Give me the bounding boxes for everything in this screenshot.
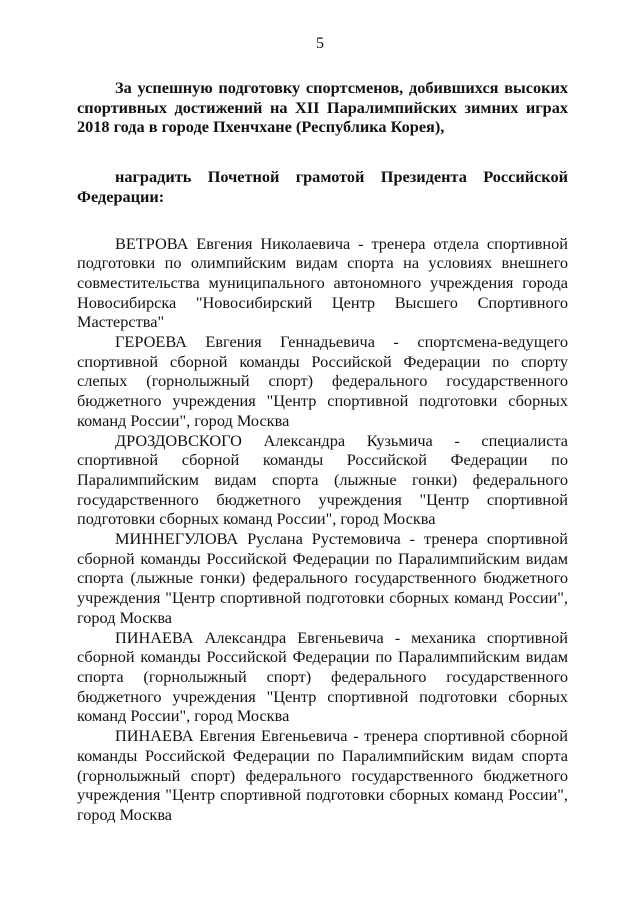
page-number: 5 <box>316 35 324 52</box>
awardee-entry: ПИНАЕВА Александра Евгеньевича - механика спортивной сборной команды Российской Федерации по Паралимпийским видам спорта (горнолыжный спорт) федерального государственного бюджетного учреждения "Центр спортивной подготовки сборных команд России", город Москва <box>77 627 568 726</box>
awardee-entry: ВЕТРОВА Евгения Николаевича - тренера отдела спортивной подготовки по олимпийским видам спорта на условиях внешнего совместительства муниципального автономного учреждения города Новосибирска "Новосибирский Центр Высшего Спортивного Мастерства" <box>77 233 568 332</box>
decree-body <box>77 78 568 825</box>
awardee-entry: ПИНАЕВА Евгения Евгеньевича - тренера спортивной сборной команды Российской Федерации по Паралимпийским видам спорта (горнолыжный спорт) федерального государственного бюджетного учреждения "Центр спортивной подготовки сборных команд России", город Москва <box>77 726 568 824</box>
award-line: наградить Почетной грамотой Президента Российской Федерации: <box>77 167 568 206</box>
awardee-list <box>77 234 568 825</box>
awardee-entry: МИННЕГУЛОВА Руслана Рустемовича - тренера спортивной сборной команды Российской Федерации по Паралимпийским видам спорта (лыжные гонки) федерального государственного бюджетного учреждения "Центр спортивной подготовки сборных команд России", город Москва <box>77 529 568 627</box>
awardee-entry: ДРОЗДОВСКОГО Александра Кузьмича - специалиста спортивной сборной команды Российской Федерации по Паралимпийским видам спорта (лыжные гонки) федерального государственного бюджетного учреждения "Центр спортивной подготовки сборных команд России", город Москва <box>77 430 568 529</box>
decree-intro: За успешную подготовку спортсменов, добившихся высоких спортивных достижений на XII Паралимпийских зимних играх 2018 года в городе Пхенчхане (Республика Корея), <box>77 78 568 137</box>
awardee-entry: ГЕРОЕВА Евгения Геннадьевича - спортсмена-ведущего спортивной сборной команды Российской Федерации по спорту слепых (горнолыжный спорт) федерального государственного бюджетного учреждения "Центр спортивной подготовки сборных команд России", город Москва <box>77 332 568 430</box>
